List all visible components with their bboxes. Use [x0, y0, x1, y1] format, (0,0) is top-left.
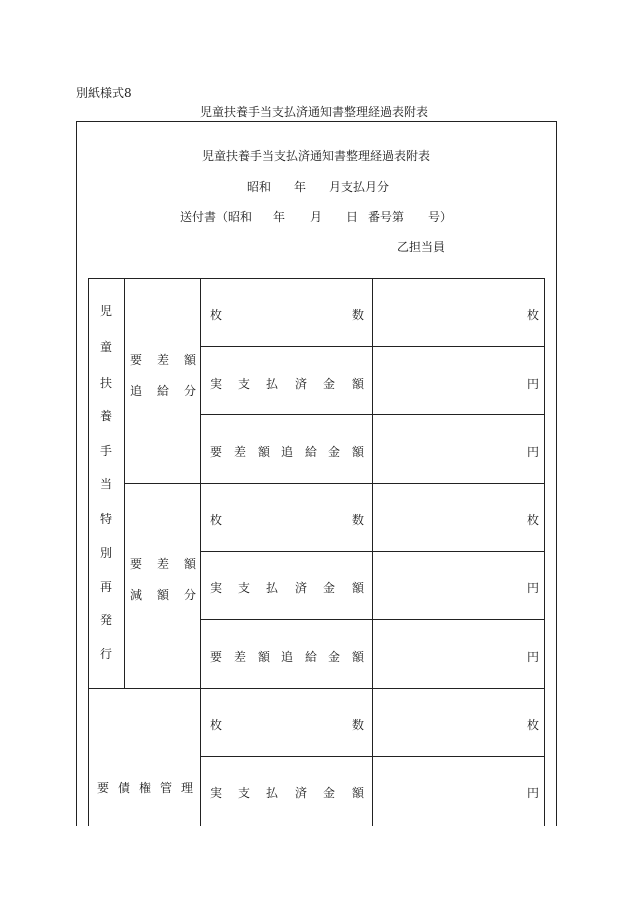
row-label-char: 実 [210, 581, 223, 595]
row-label-char: 金 [323, 377, 336, 391]
row-label-char: 給 [305, 650, 318, 664]
row-label-right: 数 [352, 308, 365, 322]
sending-prefix: 送付書（昭和 [180, 210, 253, 224]
group3-label-char: 権 [139, 781, 152, 795]
row-unit: 円 [527, 445, 540, 459]
row-label-char: 額 [258, 650, 271, 664]
table-col-divider-3 [372, 278, 373, 826]
group3-label-char: 要 [97, 781, 110, 795]
vertical-heading-char: 発 [99, 613, 112, 627]
row-label-char: 払 [266, 581, 279, 595]
row-unit: 円 [527, 650, 540, 664]
vertical-heading-char: 扶 [99, 376, 112, 390]
vertical-heading-char: 手 [99, 444, 112, 458]
row-unit: 枚 [527, 308, 540, 322]
row-label-char: 支 [238, 786, 251, 800]
row-line [200, 551, 545, 552]
vertical-heading-char: 童 [99, 340, 112, 354]
group3-label-char: 理 [181, 781, 194, 795]
vertical-heading-char: 特 [99, 512, 112, 526]
vertical-heading-char: 児 [99, 304, 112, 318]
row-label-char: 払 [266, 377, 279, 391]
period-era: 昭和 [247, 180, 272, 194]
group1-label-char: 給 [157, 384, 170, 398]
row-label-char: 実 [210, 377, 223, 391]
vertical-heading-char: 再 [99, 580, 112, 594]
row-label-char: 済 [295, 786, 308, 800]
period-year: 年 [294, 180, 307, 194]
group1-label-char: 額 [184, 353, 197, 367]
group-line [124, 483, 545, 484]
row-label-char: 支 [238, 377, 251, 391]
group2-label-char: 減 [130, 588, 143, 602]
sending-year: 年 [273, 210, 286, 224]
table-right-border [544, 278, 545, 826]
row-label-char: 追 [281, 445, 294, 459]
sending-number-prefix: 番号第 [368, 210, 405, 224]
row-label-char: 支 [238, 581, 251, 595]
outer-title: 児童扶養手当支払済通知書整理経過表附表 [200, 105, 429, 119]
group2-label-char: 要 [130, 557, 143, 571]
group1-label-char: 追 [130, 384, 143, 398]
row-label-char: 金 [323, 581, 336, 595]
row-label-char: 額 [352, 786, 365, 800]
row-label-right: 数 [352, 718, 365, 732]
row-unit: 円 [527, 581, 540, 595]
row-label-char: 払 [266, 786, 279, 800]
row-label-char: 済 [295, 377, 308, 391]
row-line [200, 414, 545, 415]
row-label-left: 枚 [210, 308, 223, 322]
row-label-char: 金 [328, 445, 341, 459]
vertical-heading-char: 別 [99, 546, 112, 560]
period-month-paid: 月支払月分 [329, 180, 390, 194]
row-label-left: 枚 [210, 513, 223, 527]
table-left-border [88, 278, 89, 826]
row-label-char: 額 [352, 650, 365, 664]
group1-label-char: 分 [184, 384, 197, 398]
row-unit: 枚 [527, 513, 540, 527]
vertical-heading-char: 当 [99, 477, 112, 491]
form-number: 別紙様式8 [76, 86, 132, 100]
row-label-right: 数 [352, 513, 365, 527]
row-label-char: 要 [210, 445, 223, 459]
row-label-left: 枚 [210, 718, 223, 732]
frame-right [556, 121, 557, 826]
group3-label-char: 債 [118, 781, 131, 795]
row-label-char: 額 [352, 445, 365, 459]
row-unit: 枚 [527, 718, 540, 732]
row-line [200, 756, 545, 757]
frame-top [76, 121, 557, 122]
vertical-heading-char: 養 [99, 409, 112, 423]
row-label-char: 給 [305, 445, 318, 459]
group2-label-char: 額 [157, 588, 170, 602]
row-unit: 円 [527, 377, 540, 391]
row-label-char: 済 [295, 581, 308, 595]
inner-title: 児童扶養手当支払済通知書整理経過表附表 [202, 149, 431, 163]
group3-label-char: 管 [160, 781, 173, 795]
row-label-char: 金 [328, 650, 341, 664]
group1-label-char: 要 [130, 353, 143, 367]
table-col-divider-2 [200, 278, 201, 826]
official-label: 乙担当員 [397, 240, 446, 254]
row-label-char: 実 [210, 786, 223, 800]
sending-month: 月 [310, 210, 323, 224]
group2-label-char: 分 [184, 588, 197, 602]
row-unit: 円 [527, 786, 540, 800]
row-label-char: 差 [234, 445, 247, 459]
row-label-char: 額 [352, 377, 365, 391]
sending-day: 日 [346, 210, 359, 224]
group2-label-char: 額 [184, 557, 197, 571]
group1-label-char: 差 [157, 353, 170, 367]
row-label-char: 要 [210, 650, 223, 664]
group2-label-char: 差 [157, 557, 170, 571]
row-label-char: 額 [258, 445, 271, 459]
row-line [200, 346, 545, 347]
row-label-char: 金 [323, 786, 336, 800]
vertical-heading-char: 行 [99, 647, 112, 661]
row-line [200, 619, 545, 620]
row-label-char: 追 [281, 650, 294, 664]
group-line [88, 688, 545, 689]
row-label-char: 額 [352, 581, 365, 595]
row-label-char: 差 [234, 650, 247, 664]
frame-left [76, 121, 77, 826]
table-top-border [88, 278, 545, 279]
sending-number-suffix: 号） [428, 210, 453, 224]
